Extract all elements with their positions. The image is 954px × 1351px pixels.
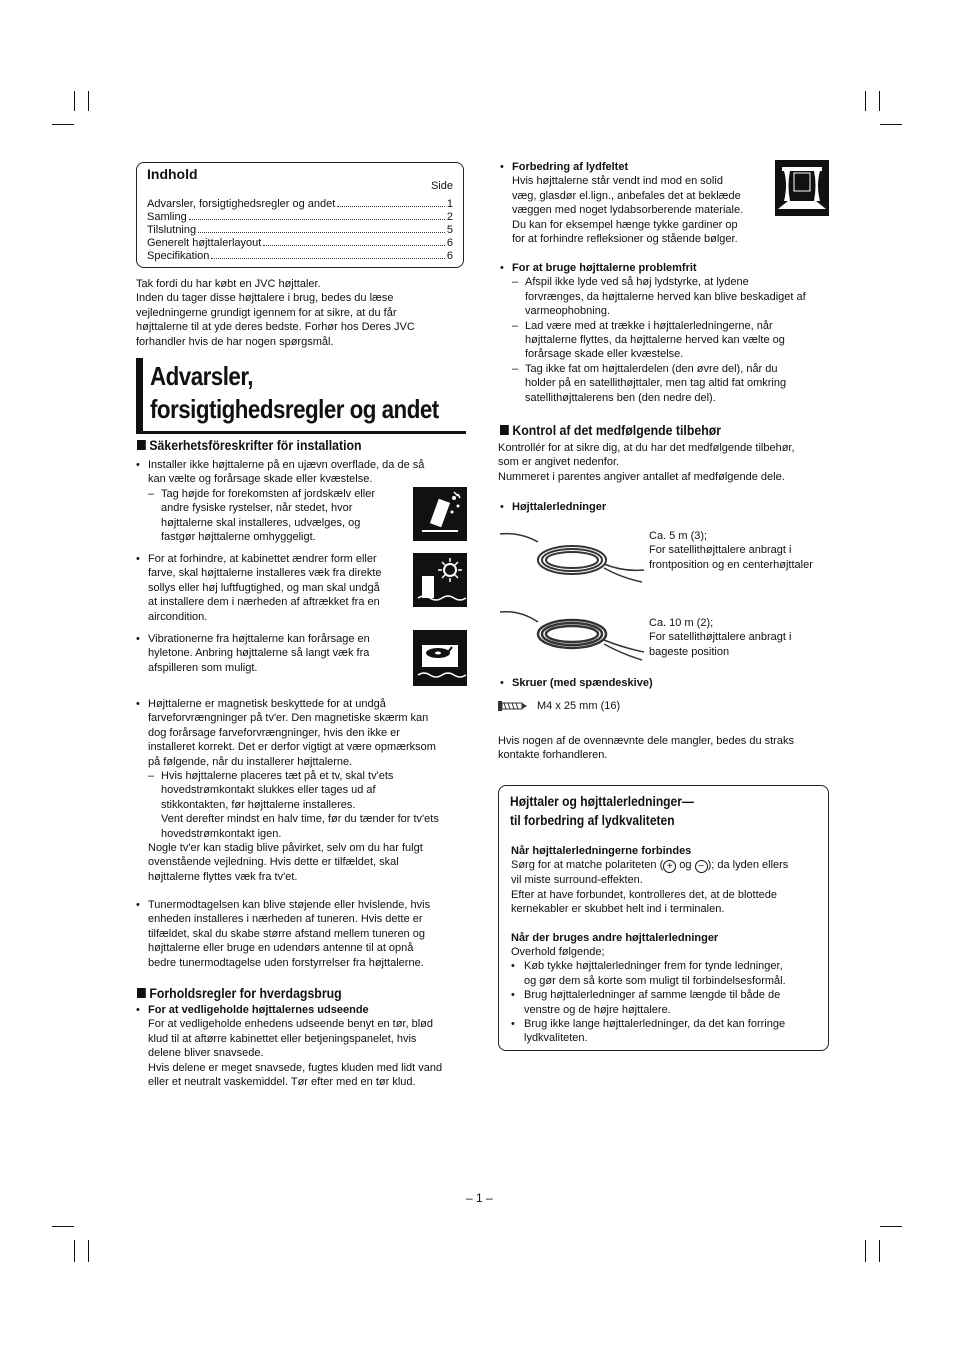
turntable-icon [413, 630, 467, 686]
earthquake-icon [413, 487, 467, 541]
toc-list [147, 197, 453, 262]
speaker-cable-icon [500, 524, 645, 586]
section-heading-daily-use: Forholdsregler for hverdagsbrug [137, 986, 342, 1000]
toc-row[interactable]: Generelt højttalerlayout 6 [147, 237, 453, 249]
speaker-cable-icon [500, 604, 645, 666]
list-item: • For at bruge højttalerne problemfrit – Afspil ikke lyde ved så høj lydstyrke, at lydene forvrænges, da højttalerne herved kan blive beskadiget af varmeophobning. – Lad være med at trække i højttalerledningerne, når højttalerne flyttes, da højttalerne herved kan vælte og forårsage skade eller kvæstelse. – Tag ikke fat om højttalerdelen (den øvre del), når du holder på en satellithøjttaler, men tag altid fat omkring satellithøjttalerens ben (den nedre del). [500, 261, 830, 405]
section-heading-accessories: Kontrol af det medfølgende tilbehør [500, 423, 721, 437]
list-item: • Vibrationerne fra højttalerne kan forårsage en hyletone. Anbring højttalerne så langt væk fra afspilleren som muligt. [136, 633, 370, 674]
sunlight-icon [413, 553, 467, 607]
list-item: • Forbedring af lydfeltet Hvis højttalerne står vendt ind mod en solid væg, glasdør el.lign., anbefales det at beklæde væggen med noget lydabsorberende materiale. Du kan for eksempel hænge tykke gardiner op for at forhindre refleksioner og stående bølger. [500, 161, 744, 246]
wire-10m-text: Ca. 10 m (2); For satellithøjttalere anbragt i bageste position [649, 617, 792, 658]
wire-5m-text: Ca. 5 m (3); For satellithøjttalere anbragt i frontposition og en centerhøjttaler [649, 530, 813, 571]
info-box: Højttaler og højttalerledninger— til forbedring af lydkvaliteten Når højttalerledningerne forbindes Sørg for at matche polariteten ( + og − ); da lyden ellers vil miste surround-effekten. Efter at have forbundet, kontrolleres det, at de blottede kernekabler er skubbet helt ind i terminalen. Når der bruges andre højttalerledninger Overhold følgende; • Køb tykke højttalerledninger frem for tynde ledninger, og gør dem så korte som muligt til forbindelsesformål. • Brug højttalerledninger af samme længde til både de venstre og de højre højttalere. • Brug ikke lange højttalerledninger, da det kan forringe lydkvaliteten. [498, 785, 829, 1051]
heading-rule [136, 431, 466, 434]
list-item: • For at forhindre, at kabinettet ændrer form eller farve, skal højttalerne installeres væk fra direkte sollys eller høj luftfugtighed, og man skal undgå at installere dem i nærheden af aftrækket fra en aircondition. [136, 553, 382, 623]
accessories-text: Kontrollér for at sikre dig, at du har det medfølgende tilbehør, som er angivet nedenfor. Nummeret i parentes angiver antallet af medfølgende dele. [498, 442, 795, 483]
list-item: • Skruer (med spændeskive) [500, 677, 653, 689]
table-of-contents [136, 162, 464, 268]
toc-row[interactable]: Tilslutning 5 [147, 224, 453, 236]
minus-icon: − [695, 860, 708, 873]
toc-row[interactable]: Samling 2 [147, 211, 453, 223]
heading-bar [136, 358, 143, 432]
page-title: Advarsler, forsigtighedsregler og andet [150, 361, 439, 424]
list-item: • For at vedligeholde højttalernes udseende For at vedligeholde enhedens udseende benyt en tør, blød klud til at aftørre kabinettet eller betjeningspanelet, hvis delene bliver snavsede. Hvis delene er meget snavsede, fugtes kluden med lidt vand eller et neutralt vaskemiddel. Tør efter med en tør klud. [136, 1004, 443, 1089]
list-item: • Tunermodtagelsen kan blive støjende eller hvislende, hvis enheden installeres i nærheden af tuneren. Hvis dette er tilfældet, skal du skabe større afstand mellem tuneren og højttalerne eller bruge en udendørs antenne til at opnå bedre tunermodtagelse uden forstyrrelser fra højttalerne. [136, 899, 431, 969]
toc-title: Indhold [147, 166, 198, 182]
list-item: • Installer ikke højttalerne på en ujævn overflade, da de så kan vælte og forårsage skade eller kvæstelse. – Tag højde for forekomsten af jordskælv eller andre fysiske rystelser, når stedet, hvor højttalerne skal installeres, udvælges, og fastgør højttalerne omhyggeligt. [136, 458, 466, 544]
intro-text: Tak fordi du har købt en JVC højttaler. Inden du tager disse højttalere i brug, bedes du læse vejledningerne grundigt igennem for at sikre, at du får højttalerne til at yde deres bedste. Forhør hos Deres JVC forhandler hvis de har nogen spørgsmål. [136, 278, 415, 348]
missing-parts-text: Hvis nogen af de ovennævnte dele mangler, bedes du straks kontakte forhandleren. [498, 735, 794, 762]
info-box-title: Højttaler og højttalerledninger— til forbedring af lydkvaliteten [510, 793, 694, 828]
toc-row[interactable]: Specifikation 6 [147, 250, 453, 262]
list-item: • Højttalerne er magnetisk beskyttede for at undgå farveforvrængninger på tv'er. Den magnetiske skærm kan dog forårsage farveforvrængninger, hvis den ikke er installeret korrekt. Det er derfor vigtigt at være opmærksom på følgende, når du installerer højttalerne. – Hvis højttalerne placeres tæt på et tv, skal tv'ets hovedstrømkontakt slukkes eller tages ud af stikkontakten, før højttalerne installeres. Vent derefter mindst en halv time, før du tænder for tv'ets hovedstrømkontakt igen. Nogle tv'er kan stadig blive påvirket, selv om du har fulgt ovenstående vejledning. Hvis dette er tilfældet, skal højttalerne flyttes væk fra tv'et. [136, 697, 466, 884]
list-item: • Højttalerledninger [500, 501, 607, 513]
page-number: – 1 – [466, 1191, 493, 1205]
curtain-room-icon [775, 160, 829, 216]
screw-icon [498, 699, 528, 713]
section-heading-installation: Säkerhetsföreskrifter för installation [137, 438, 362, 452]
toc-page-label: Side [430, 180, 453, 192]
screw-size: M4 x 25 mm (16) [537, 700, 621, 712]
toc-row[interactable]: Advarsler, forsigtighedsregler og andet 1 [147, 198, 453, 210]
plus-icon: + [663, 860, 676, 873]
